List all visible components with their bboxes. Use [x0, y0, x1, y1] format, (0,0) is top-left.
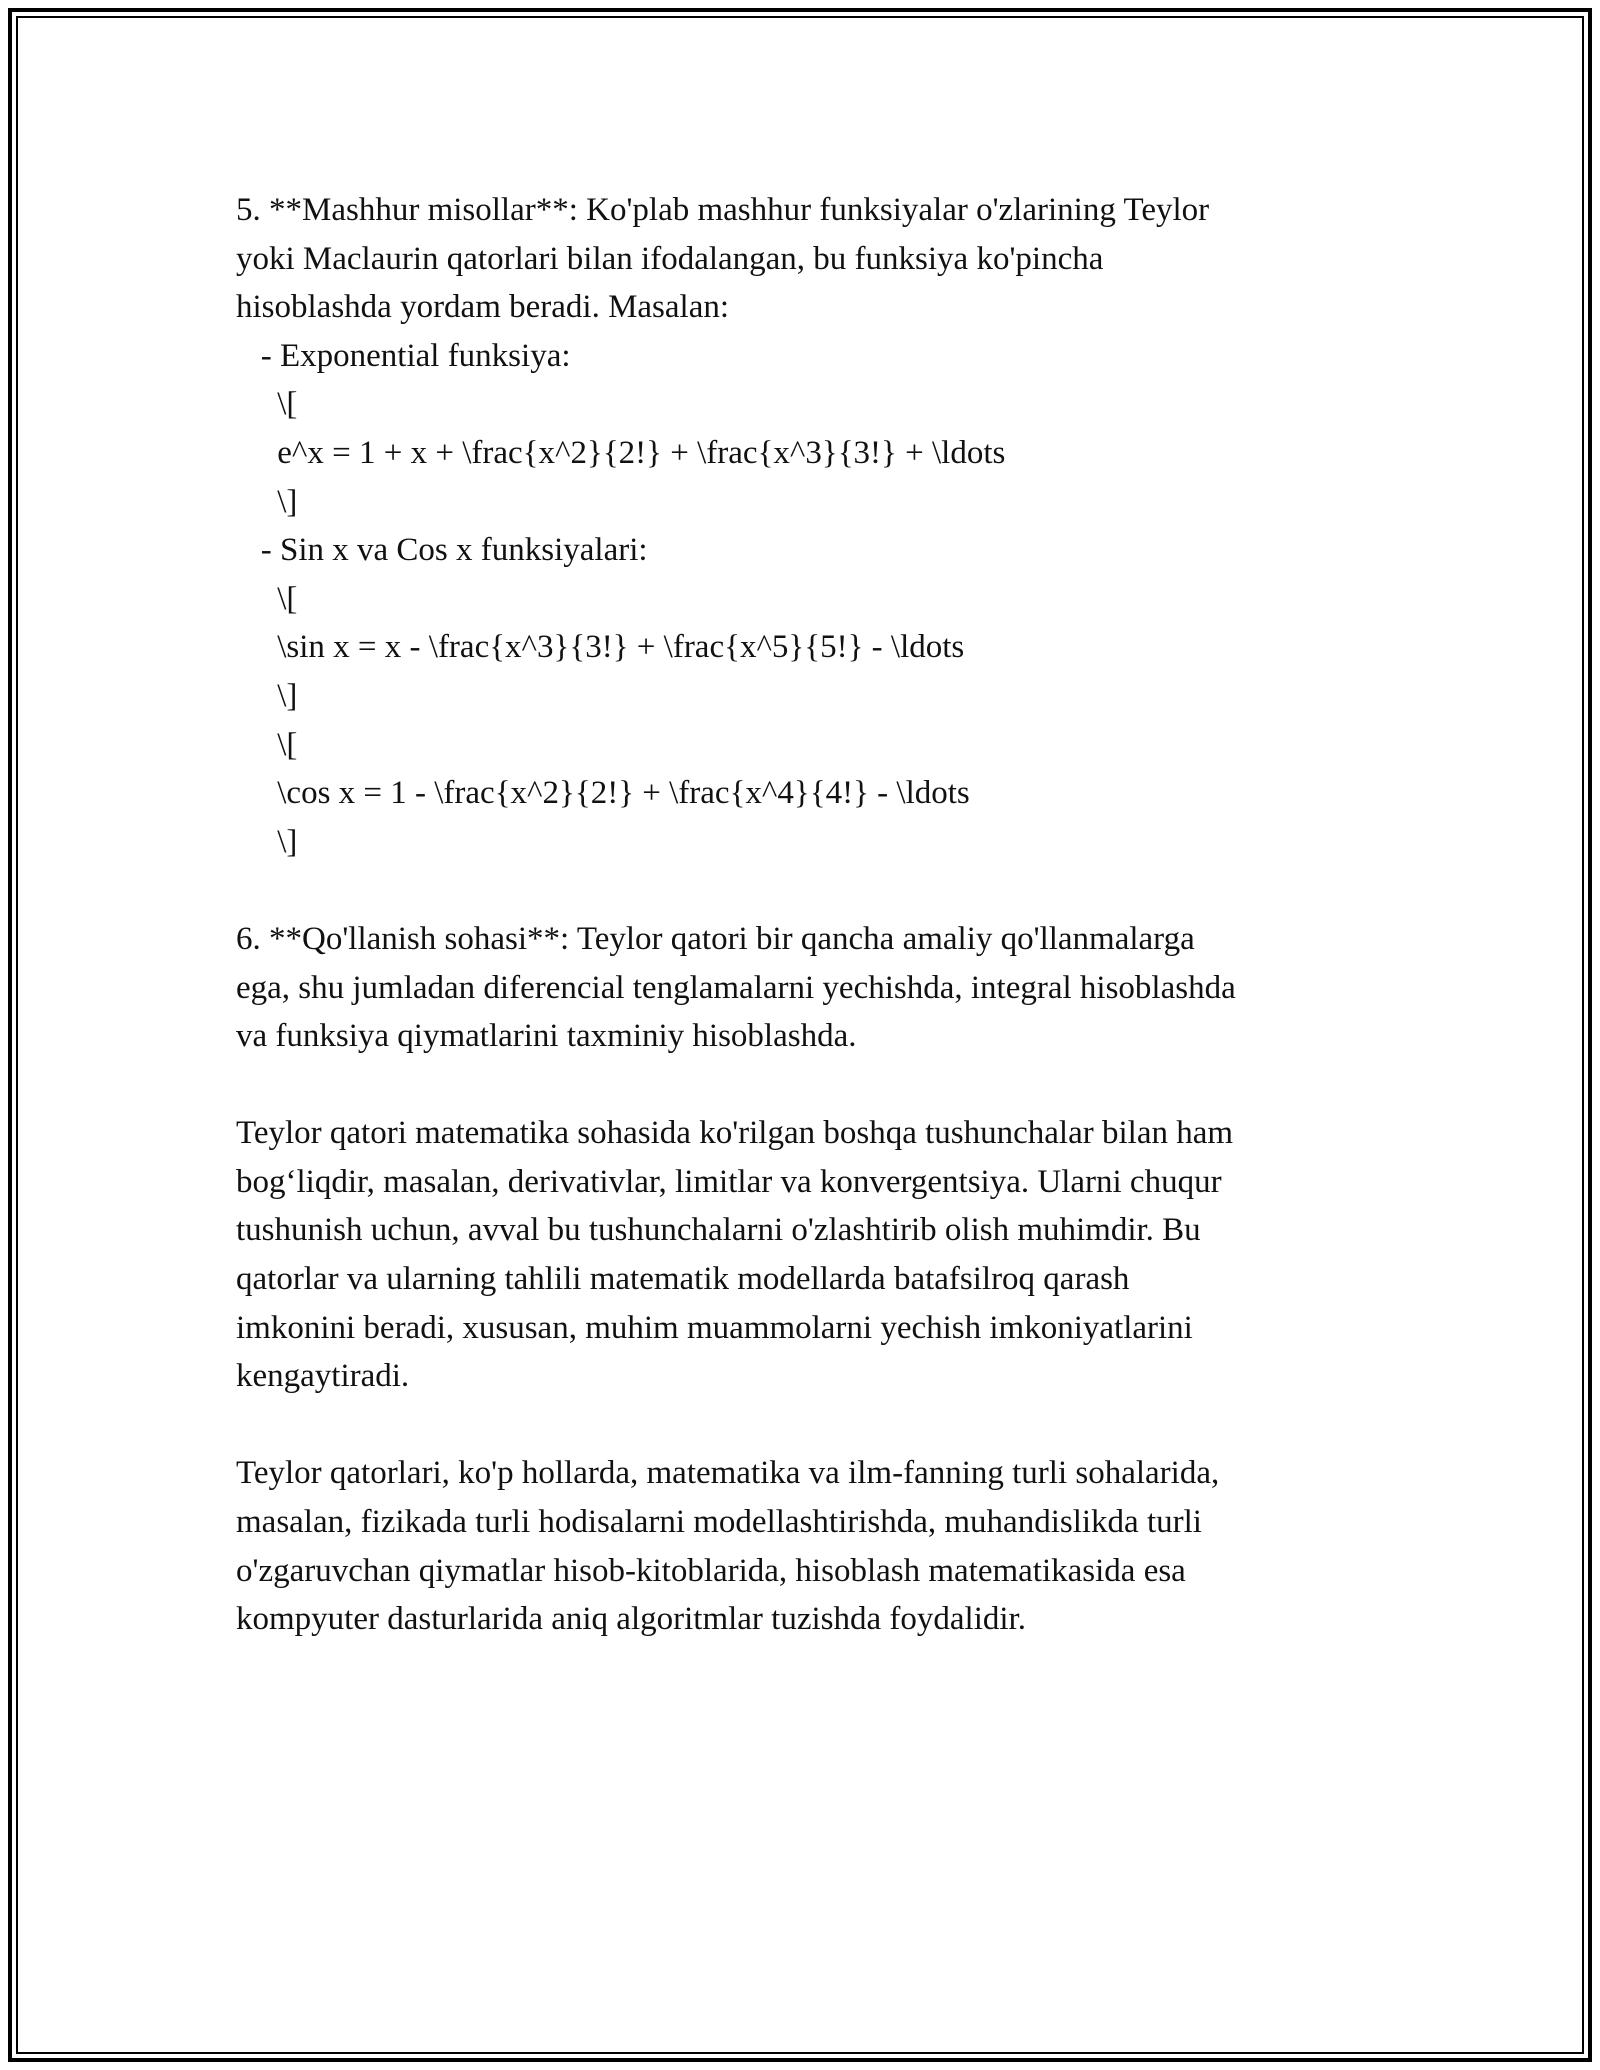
- paragraph-spacer: [236, 1061, 1366, 1110]
- paragraph-spacer: [236, 866, 1366, 915]
- formula-open: \[: [236, 386, 298, 423]
- paragraph-related-concepts: [236, 1109, 1366, 1401]
- text-line: tushunish uchun, avval bu tushunchalarni o'zlashtirib olish muhimdir. Bu: [236, 1212, 1201, 1249]
- paragraph-usage-fields: [236, 1449, 1366, 1643]
- formula-exponential: e^x = 1 + x + \frac{x^2}{2!} + \frac{x^3}{3!} + \ldots: [236, 434, 1006, 471]
- formula-cos: \cos x = 1 - \frac{x^2}{2!} + \frac{x^4}{4!} - \ldots: [236, 775, 970, 812]
- paragraph-spacer: [236, 1401, 1366, 1450]
- formula-open: \[: [236, 580, 298, 617]
- formula-close: \]: [236, 677, 298, 714]
- text-line: masalan, fizikada turli hodisalarni modellashtirishda, muhandislikda turli: [236, 1504, 1202, 1541]
- list-item-exponential: - Exponential funksiya:: [236, 337, 571, 374]
- text-line: 5. **Mashhur misollar**: Ko'plab mashhur funksiyalar o'zlarining Teylor: [236, 192, 1210, 228]
- text-line: ega, shu jumladan diferencial tenglamalarni yechishda, integral hisoblashda: [236, 969, 1236, 1006]
- text-line: Teylor qatorlari, ko'p hollarda, matematika va ilm-fanning turli sohalarida,: [236, 1455, 1220, 1492]
- text-line: 6. **Qo'llanish sohasi**: Teylor qatori bir qancha amaliy qo'llanmalarga: [236, 920, 1195, 957]
- text-line: yoki Maclaurin qatorlari bilan ifodalangan, bu funksiya ko'pincha: [236, 240, 1104, 277]
- document-body: [236, 186, 1366, 1644]
- text-line: bog‘liqdir, masalan, derivativlar, limitlar va konvergentsiya. Ularni chuqur: [236, 1163, 1222, 1200]
- formula-sin: \sin x = x - \frac{x^3}{3!} + \frac{x^5}{5!} - \ldots: [236, 629, 965, 666]
- text-line: hisoblashda yordam beradi. Masalan:: [236, 289, 730, 326]
- list-item-sin-cos: - Sin x va Cos x funksiyalari:: [236, 532, 648, 569]
- text-line: Teylor qatori matematika sohasida ko'rilgan boshqa tushunchalar bilan ham: [236, 1115, 1234, 1152]
- section-6-applications: [236, 915, 1366, 1061]
- text-line: qatorlar va ularning tahlili matematik modellarda batafsilroq qarash: [236, 1261, 1130, 1298]
- section-5-famous-examples: [236, 186, 1366, 866]
- text-line: o'zgaruvchan qiymatlar hisob-kitoblarida, hisoblash matematikasida esa: [236, 1552, 1186, 1589]
- text-line: imkonini beradi, xususan, muhim muammolarni yechish imkoniyatlarini: [236, 1309, 1193, 1346]
- formula-open: \[: [236, 726, 298, 763]
- text-line: va funksiya qiymatlarini taxminiy hisoblashda.: [236, 1018, 857, 1055]
- formula-close: \]: [236, 483, 298, 520]
- text-line: kengaytiradi.: [236, 1358, 410, 1395]
- formula-close: \]: [236, 823, 298, 860]
- text-line: kompyuter dasturlarida aniq algoritmlar tuzishda foydalidir.: [236, 1601, 1026, 1638]
